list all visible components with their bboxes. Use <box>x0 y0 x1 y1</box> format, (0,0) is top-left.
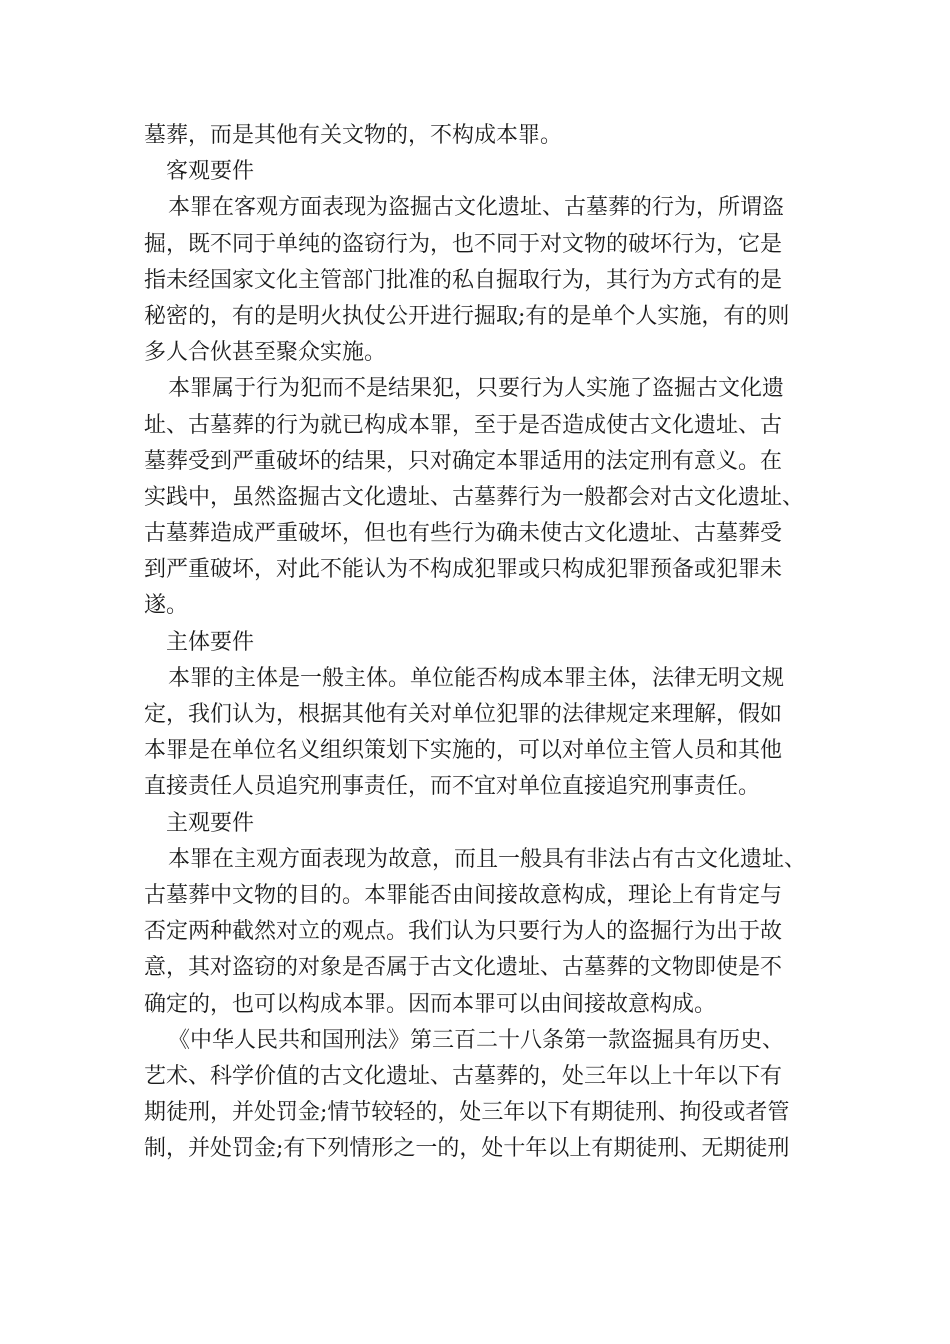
text-line: 墓葬受到严重破坏的结果，只对确定本罪适用的法定刑有意义。在 <box>144 448 783 474</box>
text-line: 《中华人民共和国刑法》第三百二十八条第一款盗掘具有历史、 <box>168 1027 785 1053</box>
text-line: 意，其对盗窃的对象是否属于古文化遗址、古墓葬的文物即使是不 <box>144 955 783 981</box>
text-line: 墓葬，而是其他有关文物的，不构成本罪。 <box>144 123 563 148</box>
text-line: 否定两种截然对立的观点。我们认为只要行为人的盗掘行为出于故 <box>144 919 783 945</box>
text-line: 实践中，虽然盗掘古文化遗址、古墓葬行为一般都会对古文化遗址、 <box>144 484 805 510</box>
section-heading: 客观要件 <box>166 159 255 185</box>
text-line: 艺术、科学价值的古文化遗址、古墓葬的，处三年以上十年以下有 <box>144 1063 783 1089</box>
section-heading: 主体要件 <box>166 629 255 655</box>
text-line: 古墓葬中文物的目的。本罪能否由间接故意构成，理论上有肯定与 <box>144 882 783 908</box>
text-line: 秘密的，有的是明火执仗公开进行掘取;有的是单个人实施，有的则 <box>144 303 790 329</box>
text-line: 指未经国家文化主管部门批准的私自掘取行为，其行为方式有的是 <box>144 267 783 293</box>
document-body <box>144 118 824 1167</box>
text-line: 本罪的主体是一般主体。单位能否构成本罪主体，法律无明文规 <box>168 665 785 691</box>
text-line: 直接责任人员追究刑事责任，而不宜对单位直接追究刑事责任。 <box>144 774 761 800</box>
text-line: 本罪属于行为犯而不是结果犯，只要行为人实施了盗掘古文化遗 <box>168 376 785 402</box>
text-line: 古墓葬造成严重破坏，但也有些行为确未使古文化遗址、古墓葬受 <box>144 521 783 547</box>
text-line: 掘，既不同于单纯的盗窃行为，也不同于对文物的破坏行为，它是 <box>144 231 783 257</box>
text-line: 定，我们认为，根据其他有关对单位犯罪的法律规定来理解，假如 <box>144 702 783 727</box>
text-line: 制，并处罚金;有下列情形之一的，处十年以上有期徒刑、无期徒刑 <box>144 1136 790 1162</box>
text-line: 多人合伙甚至聚众实施。 <box>144 340 387 366</box>
text-line: 确定的，也可以构成本罪。因而本罪可以由间接故意构成。 <box>144 991 717 1017</box>
text-line: 址、古墓葬的行为就已构成本罪，至于是否造成使古文化遗址、古 <box>144 412 783 438</box>
text-line: 到严重破坏，对此不能认为不构成犯罪或只构成犯罪预备或犯罪未 <box>144 557 783 583</box>
text-line: 期徒刑，并处罚金;情节较轻的，处三年以下有期徒刑、拘役或者管 <box>144 1100 790 1126</box>
text-line: 遂。 <box>144 593 189 619</box>
text-line: 本罪是在单位名义组织策划下实施的，可以对单位主管人员和其他 <box>144 738 783 764</box>
text-line: 本罪在客观方面表现为盗掘古文化遗址、古墓葬的行为，所谓盗 <box>168 195 785 221</box>
text-line: 本罪在主观方面表现为故意，而且一般具有非法占有古文化遗址、 <box>168 846 807 872</box>
section-heading: 主观要件 <box>166 810 255 836</box>
